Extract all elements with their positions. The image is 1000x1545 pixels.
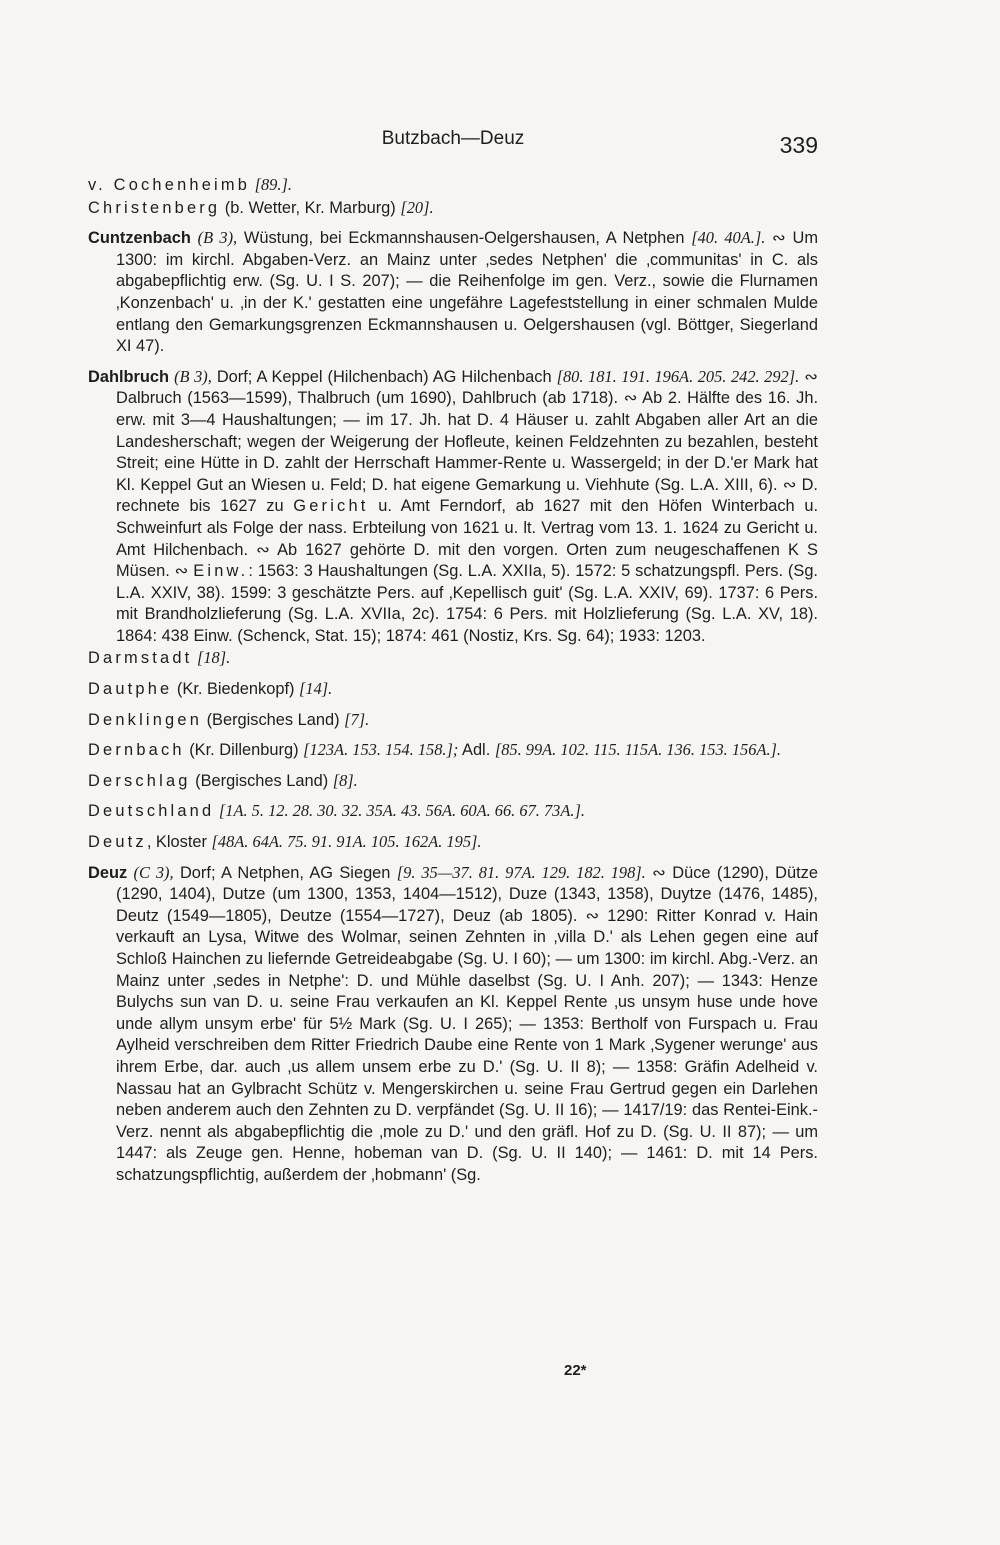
entry-text: ∾ Düce (1290), Dütze (1290, 1404), Dutze (um 1300, 1353, 1404—1512), Duze (1343, 1358), Duytze (1476, 1485), Deutz (1549—1805), Deutze (1554—1727), Deuz (ab 1805). ∾ 1290: Ritter Konrad v. Hain verkauft an Lysa, Witwe des Wolmar, seinen Zehnten in ‚villa D.' als Lehen gegen eine auf Schloß Hainchen zu liefernde Getreideabgabe (Sg. U. I 60); — um 1300: im kirchl. Abg.-Verz. an Mainz unter ‚sedes in Netphe': D. und Mühle daselbst (Sg. U. I Anh. 207); — 1343: Henze Bulychs sun van D. u. seine Frau verkaufen an Kl. Keppel Rente ‚us unsym huse unde hove unde allym unsym erbe' für 5½ Mark (Sg. U. I 265); — 1353: Bertholf von Furspach u. Frau Aylheid verschreiben dem Ritter Friedrich Daube eine Rente von 1 Mark ‚Sygener werunge' aus ihrem Erbe, dar. auch ‚us allem unsem erbe zu D.' (Sg. U. II 8); — 1358: Gräfin Adelheid v. Nassau hat an Gylbracht Schütz v. Mengerskirchen u. seine Frau Gertrud gegen ein Darlehen neben anderem auch den Zehnten zu D. verpfändet (Sg. U. II 16); — 1417/19: das Rentei-Eink.-Verz. nennt als abgabepflichtig die ‚mole zu D.' und den gräfl. Hof zu D. (Sg. U. II 87); — um 1447: als Zeuge gen. Henne, hobeman van D. (Sg. U. II 140); — 1461: D. mit 14 Pers. schatzungspflichtig, außerdem der ‚hobmann' (Sg. <box>116 863 818 1184</box>
entry-spaced: Einw. <box>193 562 249 581</box>
entry-deutschland <box>88 800 818 823</box>
entry-grid: (B 3), <box>174 366 212 386</box>
entry-name: Darmstadt <box>88 649 193 668</box>
entry-deuz <box>88 862 818 1187</box>
entry-text: (b. Wetter, Kr. Marburg) <box>220 198 401 217</box>
entry-ref: [85. 99A. 102. 115. 115A. 136. 153. 156A.]. <box>494 740 782 760</box>
entry-name: Denklingen <box>88 710 203 729</box>
entry-ref: [1A. 5. 12. 28. 30. 32. 35A. 43. 56A. 60A. 66. 67. 73A.]. <box>218 801 585 821</box>
entry-ref: [48A. 64A. 75. 91. 91A. 105. 162A. 195]. <box>211 832 482 852</box>
entry-name: Deutz <box>88 833 147 852</box>
entry-ref: [7]. <box>344 709 370 729</box>
gazetteer-entries <box>88 174 818 1187</box>
entry-name: Deuz <box>88 863 128 882</box>
entry-name: Deutschland <box>88 802 215 821</box>
entry-ref: [40. 40A.]. <box>691 228 766 248</box>
entry-ref: [14]. <box>299 679 333 699</box>
page-number: 339 <box>779 132 818 158</box>
entry-ref: [80. 181. 191. 196A. 205. 242. 292]. <box>556 366 800 386</box>
running-title: Butzbach—Deuz <box>381 128 525 149</box>
entry-text: , Kloster <box>146 833 212 852</box>
entry-name: v. Cochenheimb <box>88 176 251 194</box>
entry-text: Adl. <box>458 741 495 760</box>
entry-dautphe <box>88 678 818 701</box>
entry-grid: (B 3), <box>197 228 238 248</box>
entry-christenberg <box>88 197 818 220</box>
entry-deutz-kloster <box>88 831 818 854</box>
entry-ref: [123A. 153. 154. 158.]; <box>303 740 459 760</box>
entry-ref: [89.]. <box>254 175 292 194</box>
entry-text: ∾ Dalbruch (1563—1599), Thalbruch (um 1690), Dahlbruch (ab 1718). ∾ Ab 2. Hälfte des 16. Jh. erw. mit 3—4 Haushaltungen; — im 17. Jh. hat D. 4 Häuser u. zahlt Abgaben aller Art an die Landesherschaft; wegen der Weigerung der Hofleute, keinen Feldzehnten zu bezahlen, besteht Streit; eine Hütte in D. zahlt der Herrschaft Hammer-Rente u. Wassergeld; in der D.'er Mark hat Kl. Keppel Gut an Wiesen u. Feld; D. hat eigene Gemarkung u. Viehhute (Sg. L.A. XIII, 6). ∾ D. rechnete bis 1627 zu <box>116 367 818 516</box>
entry-text: (Bergisches Land) <box>202 710 345 729</box>
entry-text: u. Amt Ferndorf, ab 1627 mit den Höfen Winterbach u. Schweinfurt als Folge der nass. Erbteilung von 1621 u. lt. Vertrag vom 13. 1. 1624 zu Gericht u. Amt Hilchenbach. ∾ Ab 1627 gehörte D. mit den vorgen. Orten zum neugeschaffenen K S Müsen. ∾ <box>116 497 819 581</box>
entry-name: Derschlag <box>88 771 191 790</box>
entry-text: (Kr. Dillenburg) <box>184 741 304 760</box>
entry-cuntzenbach <box>88 227 818 358</box>
entry-text: Dorf; A Keppel (Hilchenbach) AG Hilchenbach <box>211 367 557 386</box>
entry-spaced: Gericht <box>293 497 369 516</box>
entry-text: (Bergisches Land) <box>190 771 333 790</box>
entry-darmstadt <box>88 647 818 670</box>
entry-ref: [9. 35—37. 81. 97A. 129. 182. 198]. <box>396 862 646 882</box>
page <box>88 128 818 1187</box>
entry-name: Cuntzenbach <box>88 229 191 248</box>
entry-name: Christenberg <box>88 198 221 217</box>
entry-text: : 1563: 3 Haushaltungen (Sg. L.A. XXIIa, 5). 1572: 5 schatzungspfl. Pers. (Sg. L.A. XXIV, 38). 1599: 3 geschätzte Pers. auf ‚Kepellisch guit' (Sg. L.A. XXIV, 69). 1737: 6 Pers. mit Brandholzlieferung (Sg. L.A. XVIIa, 2c). 1754: 6 Pers. mit Holzlieferung (Sg. L.A. XV, 18). 1864: 438 Einw. (Schenck, Stat. 15); 1874: 461 (Nostiz, Krs. Sg. 64); 1933: 1203. <box>116 562 818 645</box>
entry-name: Dautphe <box>88 680 173 699</box>
entry-dernbach <box>88 739 818 762</box>
entry-text: ∾ Um 1300: im kirchl. Abgaben-Verz. an Mainz unter ‚sedes Netphen' die ‚communitas' in C. als abgabepflichtig erw. (Sg. U. I S. 207); — die Reihenfolge im gen. Verz., sowie die Flurnamen ‚Konzenbach' u. ‚in der K.' gestatten eine ungefähre Lagefeststellung in einer schmalen Mulde entlang den Gemarkungsgrenzen Eckmannshausen u. Oelgershausen (vgl. Böttger, Siegerland XI 47). <box>116 229 818 356</box>
entry-derschlag <box>88 770 818 793</box>
entry-dahlbruch <box>88 366 818 648</box>
entry-name: Dernbach <box>88 741 185 760</box>
entry-cochenheimb <box>88 174 818 197</box>
entry-ref: [18]. <box>196 648 231 668</box>
running-header <box>88 128 818 162</box>
entry-denklingen <box>88 709 818 732</box>
entry-ref: [8]. <box>332 770 358 790</box>
entry-text: Dorf; A Netphen, AG Siegen <box>173 863 397 882</box>
entry-name: Dahlbruch <box>88 367 170 386</box>
signature-mark: 22* <box>564 1362 587 1379</box>
entry-text: Wüstung, bei Eckmannshausen-Oelgershausen, A Netphen <box>237 229 692 248</box>
entry-ref: [20]. <box>400 197 434 217</box>
entry-grid: (C 3), <box>133 862 174 882</box>
entry-text: (Kr. Biedenkopf) <box>172 680 300 699</box>
